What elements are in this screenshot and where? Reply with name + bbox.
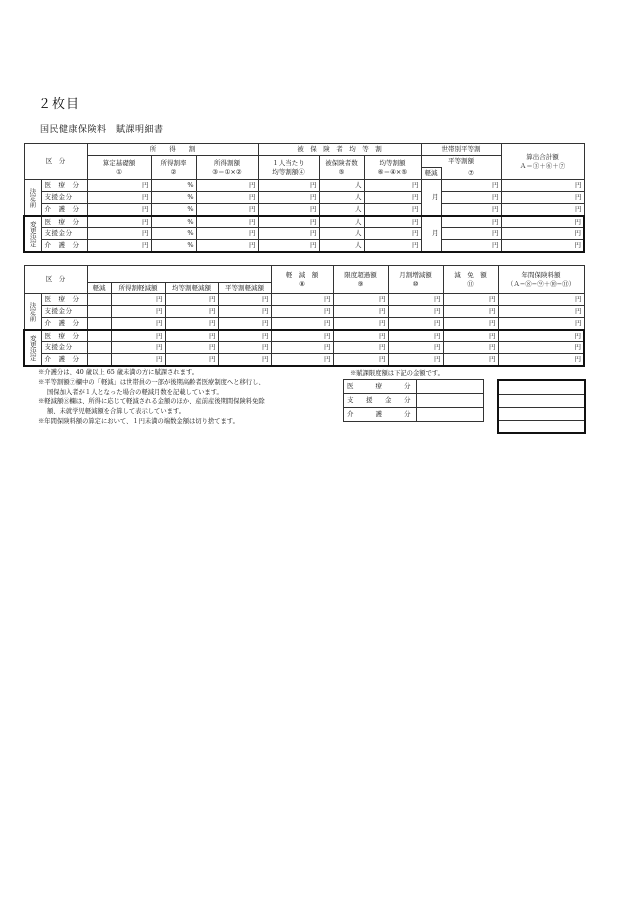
limit-support-label: 支 援 金 分 [344,394,417,408]
assessment-table-1 [23,143,585,253]
base-amount-label: 算定基礎額 [102,159,136,168]
yen-unit: 円 [271,306,333,318]
limit-care-label: 介 護 分 [344,408,417,422]
yen-unit: 円 [258,204,319,216]
limit-medical-label: 医 療 分 [344,380,417,394]
yen-unit: 円 [165,294,218,306]
person-unit: 人 [319,240,364,252]
row-category-support: 支援金分 [41,192,87,204]
reduction-cell [87,342,111,354]
limit-table [343,379,484,422]
yen-unit: 円 [388,354,443,366]
yen-unit: 円 [364,228,421,240]
yen-unit: 円 [443,318,498,330]
row-category-medical: 医 療 分 [41,216,87,228]
yen-unit: 円 [165,318,218,330]
header-kubun-2: 区 分 [24,266,87,294]
per-capita-amount-formula: ⑥＝④×⑤ [377,167,408,176]
yen-unit: 円 [498,342,584,354]
header-monthly-increase [388,266,443,294]
header-per-person [258,156,319,180]
percent-unit: % [151,228,196,240]
yen-unit: 円 [501,216,584,228]
yen-unit: 円 [258,192,319,204]
yen-unit: 円 [441,216,501,228]
yen-unit: 円 [196,192,258,204]
header-equal-reduction: 平等割軽減額 [218,283,271,294]
yen-unit: 円 [364,240,421,252]
yen-unit: 円 [87,216,151,228]
yen-unit: 円 [333,294,388,306]
percent-unit: % [151,204,196,216]
header-total-label: 算出合計額 [526,153,559,162]
page-number: ２枚目 [38,97,81,112]
yen-unit: 円 [388,330,443,342]
header-per-capita-group: 被 保 険 者 均 等 割 [258,144,421,156]
yen-unit: 円 [443,354,498,366]
row-category-care: 介 護 分 [41,204,87,216]
per-person-label-2: 均等割額④ [272,167,305,176]
yen-unit: 円 [196,216,258,228]
reduction-cell [421,204,441,216]
yen-unit: 円 [271,318,333,330]
yen-unit: 円 [258,240,319,252]
note-care: ※介護分は、40 歳以上 65 歳未満の方に賦課されます。 [38,369,199,376]
yen-unit: 円 [218,354,271,366]
yen-unit: 円 [258,228,319,240]
limit-excess-no: ⑨ [357,279,364,288]
row-category-care: 介 護 分 [41,240,87,252]
yen-unit: 円 [196,204,258,216]
yen-unit: 円 [87,180,151,192]
header-household-group: 世帯別平等割 [421,144,501,156]
yen-unit: 円 [441,204,501,216]
yen-unit: 円 [333,342,388,354]
reduction-cell [87,330,111,342]
header-base-amount [87,156,151,180]
month-unit: 月 [421,228,441,240]
yen-unit: 円 [443,306,498,318]
per-capita-amount-label: 均等割額 [379,159,406,168]
yen-unit: 円 [364,192,421,204]
header-reduction-group [87,266,271,283]
income-rate-no: ② [170,167,177,176]
header-income-rate [151,156,196,180]
section-after-label: 変更決定 [24,216,41,252]
yen-unit: 円 [218,318,271,330]
reduction-cell [421,240,441,252]
row-category-support: 支援金分 [41,228,87,240]
yen-unit: 円 [333,330,388,342]
exemption-no: ⑪ [467,279,474,288]
header-equal-amount: 平等割額 [421,156,501,168]
assessment-table-2 [23,265,585,367]
yen-unit: 円 [258,180,319,192]
yen-unit: 円 [388,342,443,354]
insured-count-label: 被保険者数 [325,159,358,168]
header-equal-no: ⑦ [441,168,501,180]
yen-unit: 円 [196,228,258,240]
yen-unit: 円 [111,342,165,354]
box-divider [499,394,584,395]
yen-unit: 円 [501,240,584,252]
person-unit: 人 [319,228,364,240]
yen-unit: 円 [364,216,421,228]
yen-unit: 円 [364,180,421,192]
header-total [501,144,584,180]
yen-unit: 円 [271,354,333,366]
yen-unit: 円 [87,192,151,204]
row-category-support: 支援金分 [41,342,87,354]
header-income-amount [196,156,258,180]
yen-unit: 円 [501,228,584,240]
yen-unit: 円 [165,306,218,318]
yen-unit: 円 [111,330,165,342]
note-equal-reduction: ※平等割額⑦欄中の「軽減」は世帯員の一部が後期高齢者医療制度へと移行し、 [38,378,265,386]
monthly-increase-no: ⑩ [412,279,419,288]
row-category-care: 介 護 分 [41,354,87,366]
section-after-label: 変更決定 [24,330,41,366]
yen-unit: 円 [333,318,388,330]
yen-unit: 円 [441,192,501,204]
yen-unit: 円 [443,342,498,354]
yen-unit: 円 [498,306,584,318]
yen-unit: 円 [333,306,388,318]
header-per-capita-reduction: 均等割軽減額 [165,283,218,294]
per-person-label-1: １人当たり [272,159,305,168]
reduction-cell [87,294,111,306]
person-unit: 人 [319,180,364,192]
yen-unit: 円 [441,228,501,240]
reduction-cell [421,180,441,192]
header-income-reduction: 所得割軽減額 [111,283,165,294]
month-unit: 月 [421,192,441,204]
yen-unit: 円 [218,342,271,354]
base-amount-no: ① [116,167,122,176]
yen-unit: 円 [218,294,271,306]
row-category-care: 介 護 分 [41,318,87,330]
box-divider [499,407,584,408]
yen-unit: 円 [271,330,333,342]
note-reduction-amount: ※軽減額⑧欄は、所得に応じて軽減される金額のほか、産前産後期間保険料免除 [38,398,265,406]
yen-unit: 円 [498,294,584,306]
person-unit: 人 [319,192,364,204]
row-category-medical: 医 療 分 [41,180,87,192]
yen-unit: 円 [388,318,443,330]
person-unit: 人 [319,204,364,216]
header-annual [498,266,584,294]
row-category-support: 支援金分 [41,306,87,318]
yen-unit: 円 [111,306,165,318]
percent-unit: % [151,180,196,192]
yen-unit: 円 [165,342,218,354]
income-amount-formula: ③＝①×② [212,167,242,176]
yen-unit: 円 [111,318,165,330]
header-total-formula: Ａ＝③＋⑥＋⑦ [519,161,566,170]
yen-unit: 円 [218,330,271,342]
limit-note: ※賦課限度額は下記の金額です。 [350,370,444,377]
yen-unit: 円 [498,354,584,366]
header-reduction-total [271,266,333,294]
header-reduction: 軽減 [421,168,441,180]
header-reduction-2: 軽減 [87,283,111,294]
yen-unit: 円 [364,204,421,216]
income-rate-label: 所得割率 [160,159,187,168]
yen-unit: 円 [196,180,258,192]
reduction-total-label: 軽 減 額 [285,271,319,280]
yen-unit: 円 [501,204,584,216]
yen-unit: 円 [87,204,151,216]
percent-unit: % [151,240,196,252]
yen-unit: 円 [388,306,443,318]
limit-medical-value [417,380,484,394]
yen-unit: 円 [165,330,218,342]
yen-unit: 円 [441,240,501,252]
header-limit-excess [333,266,388,294]
header-per-capita-amount [364,156,421,180]
header-kubun: 区 分 [24,144,87,180]
yen-unit: 円 [87,228,151,240]
yen-unit: 円 [443,294,498,306]
yen-unit: 円 [501,180,584,192]
reduction-cell [421,216,441,228]
reduction-cell [87,318,111,330]
yen-unit: 円 [498,318,584,330]
percent-unit: % [151,216,196,228]
annual-label: 年間保険料額 [521,271,561,280]
person-unit: 人 [319,216,364,228]
monthly-increase-label: 月割増減額 [399,271,432,280]
yen-unit: 円 [165,354,218,366]
reduction-total-no: ⑧ [299,279,305,288]
insured-count-no: ⑤ [338,167,345,176]
blank-entry-box [497,379,586,434]
row-category-medical: 医 療 分 [41,294,87,306]
limit-excess-label: 限度超過額 [344,271,377,280]
yen-unit: 円 [196,240,258,252]
box-divider [499,420,584,421]
yen-unit: 円 [388,294,443,306]
header-income-group: 所 得 割 [87,144,258,156]
annual-formula: （Ａ−⑧−⑨＋⑩−⑪） [506,279,576,288]
yen-unit: 円 [111,294,165,306]
yen-unit: 円 [441,180,501,192]
yen-unit: 円 [443,330,498,342]
section-before-label: 決定前 [24,294,41,330]
yen-unit: 円 [258,216,319,228]
note-rounding: ※年間保険料額の算定において、１円未満の端数金額は切り捨てます。 [38,417,239,425]
notes [38,368,265,427]
yen-unit: 円 [87,240,151,252]
percent-unit: % [151,192,196,204]
exemption-label: 減 免 額 [454,271,487,280]
document-title: 国民健康保険料 賦課明細書 [40,125,164,135]
section-before-label: 決定前 [24,180,41,216]
header-insured-count [319,156,364,180]
yen-unit: 円 [271,342,333,354]
limit-support-value [417,394,484,408]
yen-unit: 円 [501,192,584,204]
header-exemption [443,266,498,294]
limit-care-value [417,408,484,422]
row-category-medical: 医 療 分 [41,330,87,342]
yen-unit: 円 [333,354,388,366]
yen-unit: 円 [111,354,165,366]
yen-unit: 円 [498,330,584,342]
income-amount-label: 所得割額 [214,159,240,168]
yen-unit: 円 [271,294,333,306]
reduction-cell [87,354,111,366]
note-reduction-amount-cont: 額、未就学児軽減額を合算して表示しています。 [47,408,186,415]
note-equal-reduction-cont: 国保加入者が１人となった場合の軽減月数を記載しています。 [47,388,223,396]
reduction-cell [87,306,111,318]
yen-unit: 円 [218,306,271,318]
